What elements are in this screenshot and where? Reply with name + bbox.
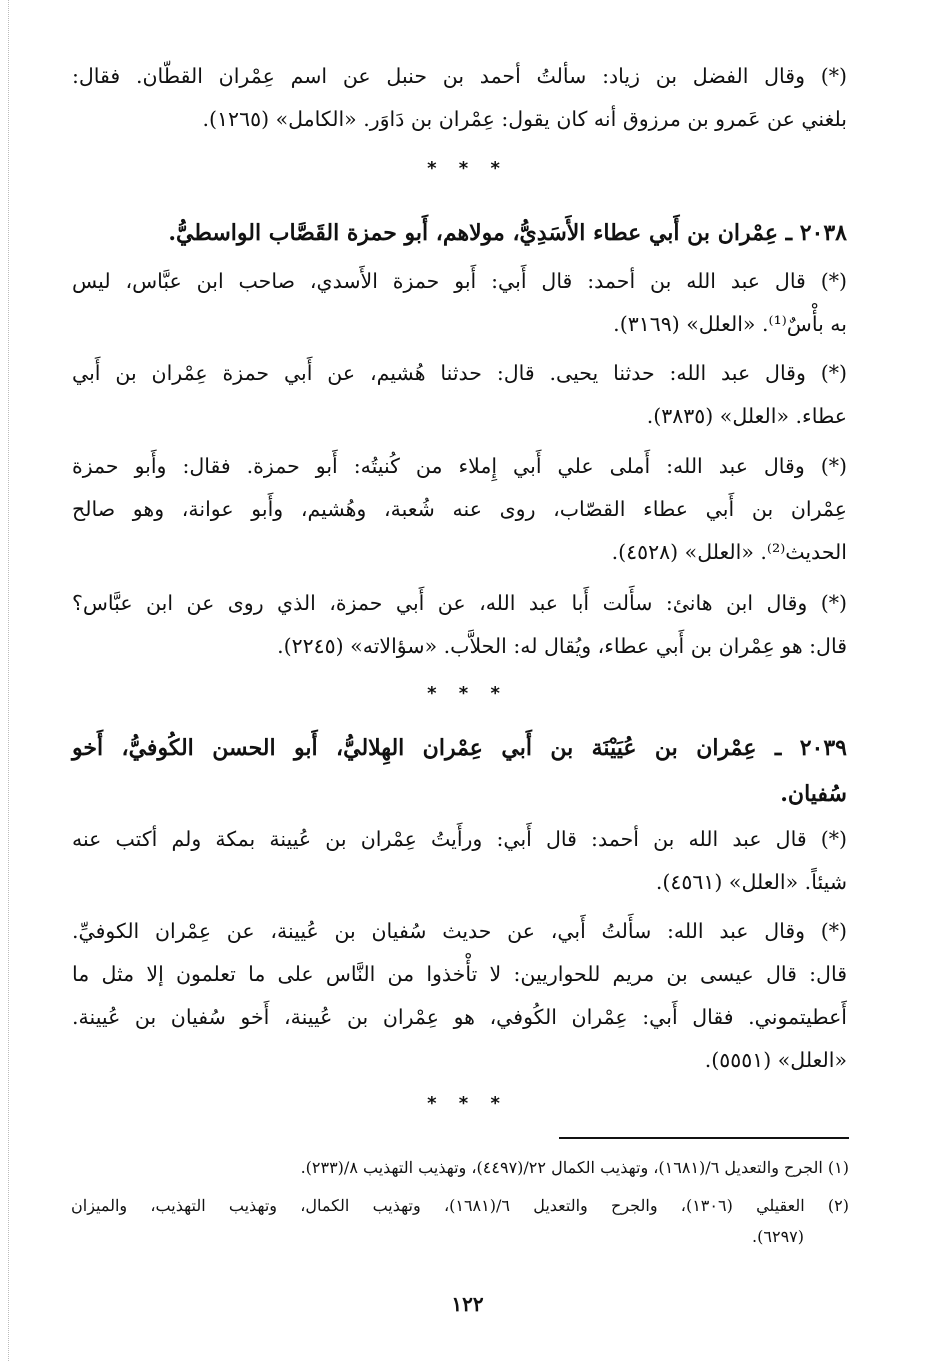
paragraph-amla — [72, 445, 847, 574]
footnote-2 — [71, 1190, 849, 1252]
text-line: (*) وقال عبد الله: سأَلتُ أَبي، عن حديث سُفيان بن عُيينة، عن عِمْران الكوفيِّ. — [72, 919, 847, 943]
text-line: شيئاً. «العلل» (٤٥٦١). — [655, 870, 847, 894]
text-line: قال: قال عيسى بن مريم للحواريين: لا تأْخذوا من النَّاس على ما تعلمون إلا مثل ما — [72, 962, 847, 986]
text-line: (*) وقال ابن هانئ: سأَلت أَبا عبد الله، عن أَبي حمزة، الذي روى عن ابن عبَّاس؟ — [72, 591, 847, 615]
text-line: أَعطيتموني. فقال أَبي: عِمْران الكُوفي، هو عِمْران بن عُيينة، أَخو سُفيان بن عُيينة. — [72, 1005, 847, 1029]
text-line: الحديث⁽²⁾. «العلل» (٤٥٢٨). — [611, 540, 847, 564]
paragraph-abu-hamza — [72, 260, 847, 346]
text-line: (*) قال عبد الله بن أحمد: قال أَبي: ورأَيتُ عِمْران بن عُيينة بمكة ولم أكتب عنه — [72, 827, 847, 851]
paragraph-ibn-hani — [72, 582, 847, 668]
footnote-line: (٦٢٩٧). — [752, 1227, 804, 1246]
heading-line: ٢٠٣٨ ـ عِمْران بن أَبي عطاء الأَسَدِيُّ، مولاهم، أَبو حمزة القَصَّاب الواسطيُّ. — [168, 220, 847, 246]
text-line: (*) وقال الفضل بن زياد: سألتُ أحمد بن حنبل عن اسم عِمْران القطّان. فقال: — [72, 64, 847, 88]
entry-heading-2039 — [72, 725, 847, 817]
text-line: قال: هو عِمْران بن أَبي عطاء، ويُقال له: الحلاَّب. «سؤالاته» (٢٢٤٥). — [277, 634, 847, 658]
paragraph-yahya — [72, 352, 847, 438]
text-line: (*) قال عبد الله بن أحمد: قال أَبي: أَبو حمزة الأَسدي، صاحب ابن عبَّاس، ليس — [72, 269, 847, 293]
footnote-line: (١) الجرح والتعديل ٦/(١٦٨١)، وتهذيب الكمال ٢٢/(٤٤٩٧)، وتهذيب التهذيب ٨/(٢٣٣). — [300, 1158, 849, 1177]
footnote-line: (٢) العقيلي (١٣٠٦)، والجرح والتعديل ٦/(١٦٨١)، وتهذيب الكمال، وتهذيب التهذيب، والميزان — [71, 1196, 849, 1215]
footnote-1 — [71, 1152, 849, 1183]
text-line: عطاء. «العلل» (٣٨٣٥). — [646, 404, 847, 428]
section-separator: * * * — [427, 683, 508, 704]
section-separator: * * * — [427, 158, 508, 179]
text-line: (*) وقال عبد الله: أَملى علي أَبي إِملاء من كُنيتُه: أَبو حمزة. فقال: وأَبو حمزة — [72, 454, 847, 478]
text-line: «العلل» (٥٥٥١). — [704, 1048, 847, 1072]
section-separator: * * * — [427, 1093, 508, 1114]
heading-line: ٢٠٣٩ ـ عِمْران بن عُيَيْنَة بن أَبي عِمْران الهِلاليُّ، أَبو الحسن الكُوفيُّ، أَخو — [72, 735, 847, 761]
page-edge — [8, 0, 9, 1361]
footnote-rule — [559, 1137, 849, 1139]
text-line: بلغني عن عَمرو بن مرزوق أنه كان يقول: عِمْران بن دَاوَر. «الكامل» (١٢٦٥). — [202, 107, 847, 131]
paragraph-isa — [72, 910, 847, 1082]
entry-heading-2038 — [72, 210, 847, 256]
heading-line: سُفيان. — [780, 781, 847, 807]
paragraph-fadl — [72, 55, 847, 141]
page-number: ١٢٢ — [451, 1292, 484, 1316]
text-line: عِمْران بن أَبي عطاء القصّاب، روى عنه شُعبة، وهُشيم، وأَبو عوانة، وهو صالح — [72, 497, 847, 521]
text-line: (*) وقال عبد الله: حدثنا يحيى. قال: حدثنا هُشيم، عن أَبي حمزة عِمْران بن أَبي — [72, 361, 847, 385]
text-line: به بأْسٌ⁽¹⁾. «العلل» (٣١٦٩). — [613, 312, 847, 336]
paragraph-imran-uyayna — [72, 818, 847, 904]
